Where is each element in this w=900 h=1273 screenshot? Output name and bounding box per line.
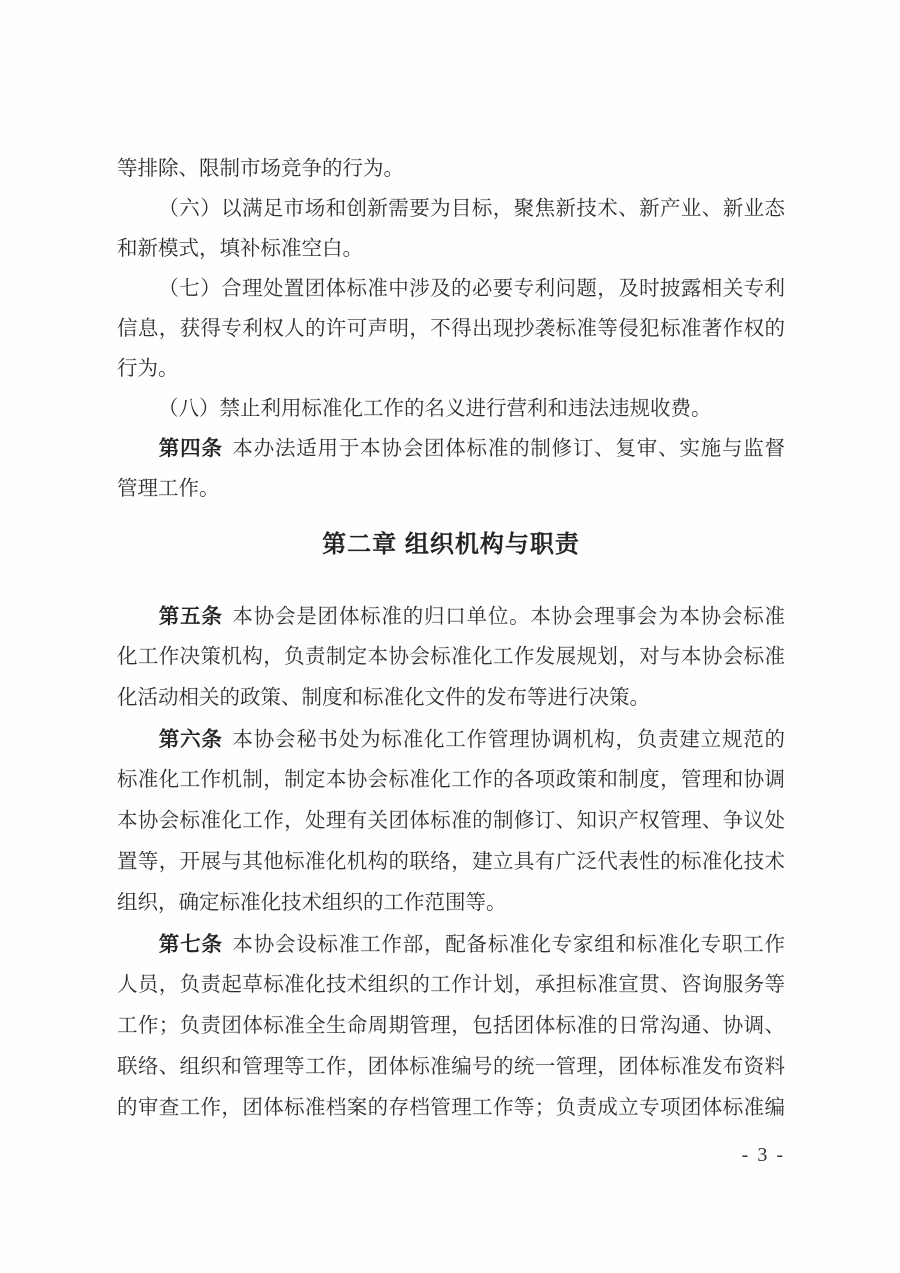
- text-line: [117, 842, 785, 883]
- text-line: [117, 760, 785, 801]
- line-text: 化工作决策机构，负责制定本协会标准化工作发展规划，对与本协会标准: [117, 646, 785, 668]
- line-text: 本协会标准化工作，处理有关团体标准的制修订、知识产权管理、争议处: [117, 810, 785, 832]
- text-line: [117, 801, 785, 842]
- text-line: [117, 349, 785, 389]
- text-line: [117, 924, 785, 965]
- text-line: [117, 678, 785, 719]
- line-text: 和新模式，填补标准空白。: [117, 238, 363, 260]
- text-line: [117, 149, 785, 189]
- line-text: 本协会是团体标准的归口单位。本协会理事会为本协会标准: [231, 606, 786, 628]
- chapter-heading: 第二章 组织机构与职责: [322, 531, 580, 558]
- line-text: 的审查工作，团体标准档案的存档管理工作等；负责成立专项团体标准编: [117, 1097, 785, 1119]
- text-line: [117, 429, 785, 469]
- line-text: 联络、组织和管理等工作，团体标准编号的统一管理，团体标准发布资料: [117, 1056, 785, 1078]
- text-line: [117, 1088, 785, 1129]
- line-text: 标准化工作机制，制定本协会标准化工作的各项政策和制度，管理和协调: [117, 769, 785, 791]
- line-text: 管理工作。: [117, 478, 220, 500]
- text-line: [117, 389, 785, 429]
- article-number: 第六条: [158, 728, 223, 751]
- text-line: [117, 309, 785, 349]
- line-text: 行为。: [117, 358, 179, 380]
- line-text: 组织，确定标准化技术组织的工作范围等。: [117, 892, 507, 914]
- section-after-heading: [117, 596, 785, 1129]
- text-line: [117, 469, 785, 509]
- text-line: [117, 965, 785, 1006]
- text-line: [117, 269, 785, 309]
- text-line: [117, 883, 785, 924]
- page-number: - 3 -: [741, 1144, 785, 1166]
- line-text: 本协会秘书处为标准化工作管理协调机构，负责建立规范的: [231, 729, 786, 751]
- line-text: 本协会设标准工作部，配备标准化专家组和标准化专职工作: [231, 934, 786, 956]
- text-line: [117, 189, 785, 229]
- line-text: 工作；负责团体标准全生命周期管理，包括团体标准的日常沟通、协调、: [117, 1015, 785, 1037]
- text-line: [117, 719, 785, 760]
- line-text: 等排除、限制市场竞争的行为。: [117, 158, 404, 180]
- line-text: （七）合理处置团体标准中涉及的必要专利问题，及时披露相关专利: [158, 278, 785, 300]
- article-number: 第五条: [158, 605, 223, 628]
- line-text: （六）以满足市场和创新需要为目标，聚焦新技术、新产业、新业态: [158, 198, 785, 220]
- article-number: 第七条: [158, 933, 223, 956]
- text-line: [117, 637, 785, 678]
- text-line: [117, 1006, 785, 1047]
- line-text: 化活动相关的政策、制度和标准化文件的发布等进行决策。: [117, 687, 650, 709]
- document-body: [117, 149, 785, 1129]
- line-text: 人员，负责起草标准化技术组织的工作计划，承担标准宣贯、咨询服务等: [117, 974, 785, 996]
- text-line: [117, 596, 785, 637]
- line-text: 置等，开展与其他标准化机构的联络，建立具有广泛代表性的标准化技术: [117, 851, 785, 873]
- article-number: 第四条: [158, 437, 223, 460]
- text-line: [117, 1047, 785, 1088]
- line-text: 信息，获得专利权人的许可声明，不得出现抄袭标准等侵犯标准著作权的: [117, 318, 785, 340]
- section-before-heading: [117, 149, 785, 509]
- text-line: [117, 229, 785, 269]
- line-text: 本办法适用于本协会团体标准的制修订、复审、实施与监督: [231, 438, 786, 460]
- line-text: （八）禁止利用标准化工作的名义进行营利和违法违规收费。: [158, 398, 712, 420]
